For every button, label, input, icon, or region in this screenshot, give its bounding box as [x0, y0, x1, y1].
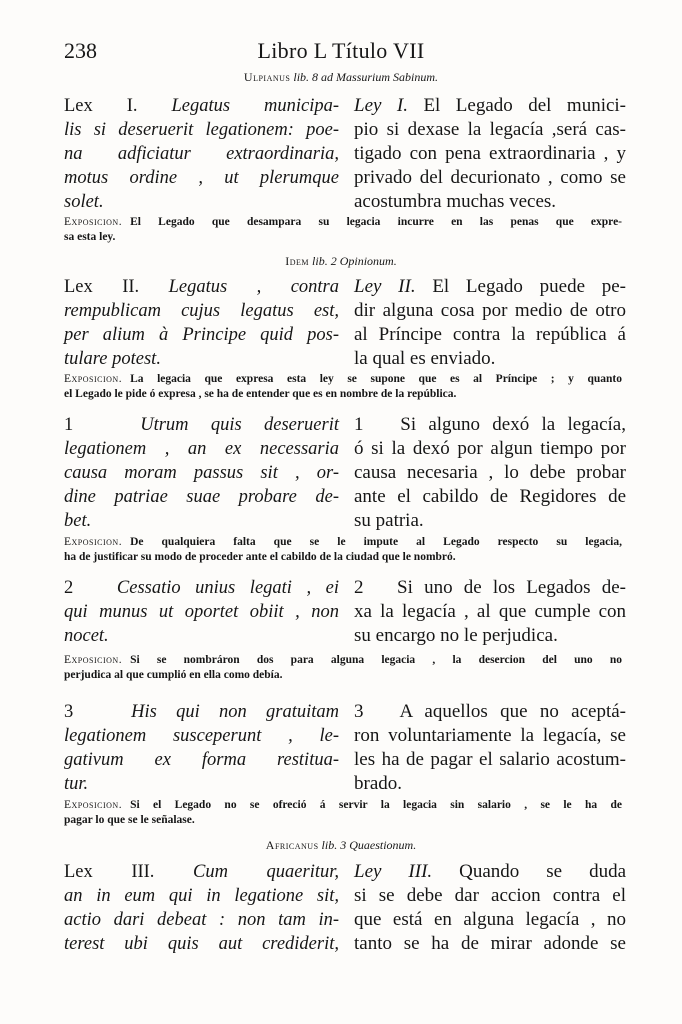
latin-line: Legatus , contra [168, 277, 340, 297]
exposicion-line: perjudica al que cumplió en ella como debía. [64, 669, 283, 681]
spanish-line: A aquellos que no aceptá- [399, 701, 627, 722]
exposicion-line: El Legado que desampara su legacia incurre en las penas que expre- [130, 216, 622, 228]
page-number: 238 [64, 38, 97, 63]
spanish-line: tanto se ha de mirar adonde se [354, 933, 626, 954]
paragraph-number: 3 [354, 701, 364, 722]
spanish-line: acostumbra muchas veces. [354, 191, 557, 212]
exposicion-label: Exposicion. [64, 216, 123, 228]
latin-line: Cum quaeritur, [193, 862, 339, 882]
paragraph-number: 1 [64, 415, 74, 435]
source-citation [60, 70, 622, 85]
spanish-line: brado. [354, 773, 403, 794]
latin-text [64, 94, 339, 214]
exposicion-line: sa esta ley. [64, 231, 116, 243]
source-citation [60, 254, 622, 269]
exposicion-note [64, 372, 622, 402]
spanish-line: la qual es enviado. [354, 348, 496, 369]
spanish-line: su patria. [354, 510, 424, 531]
spanish-line: ó si la dexó por algun tiempo por [354, 438, 626, 459]
exposicion-line: La legacia que expresa esta ley se supone que es al Príncipe ; y quanto [130, 373, 622, 385]
exposicion-line: De qualquiera falta que se le impute al Legado respecto su legacia, [130, 536, 622, 548]
law-label: Ley II. [354, 276, 416, 297]
spanish-line: privado del decurionato , como se [354, 167, 626, 188]
latin-line: legationem susceperunt , le- [64, 726, 339, 746]
source-work: lib. 8 ad Massurium Sabinum. [293, 70, 439, 84]
latin-line: causa moram passus sit , or- [64, 463, 339, 483]
spanish-line: dir alguna cosa por medio de otro [354, 300, 626, 321]
paragraph-number: 2 [64, 578, 74, 598]
exposicion-line: Si el Legado no se ofreció á servir la legacia sin salario , se le ha de [130, 799, 622, 811]
latin-text [64, 413, 339, 533]
spanish-line: El Legado puede pe- [432, 276, 626, 297]
exposicion-line: Si se nombráron dos para alguna legacia , la desercion del uno no [130, 654, 622, 666]
spanish-text [354, 700, 626, 796]
spanish-line: tigado con pena extraordinaria , y [354, 143, 626, 164]
latin-line: terest ubi quis aut crediderit, [64, 934, 339, 954]
exposicion-label: Exposicion. [64, 373, 123, 385]
source-work: lib. 2 Opinionum. [312, 254, 397, 268]
source-author: Ulpianus [243, 70, 291, 84]
spanish-line: ron voluntariamente la legacía, se [354, 725, 626, 746]
latin-line: actio dari debeat : non tam in- [64, 910, 339, 930]
spanish-line: pio si dexase la legacía ,será cas- [354, 119, 626, 140]
law-label: Lex I. [64, 96, 138, 116]
latin-line: motus ordine , ut plerumque [64, 168, 339, 188]
latin-line: dine patriae suae probare de- [64, 487, 339, 507]
spanish-text [354, 94, 626, 214]
latin-line: lis si deseruerit legationem: poe- [64, 120, 339, 140]
exposicion-label: Exposicion. [64, 654, 123, 666]
exposicion-label: Exposicion. [64, 536, 123, 548]
spanish-line: Si alguno dexó la legacía, [400, 414, 626, 435]
spanish-text [354, 275, 626, 371]
spanish-line: que está en alguna legacía , no [354, 909, 626, 930]
latin-line: Legatus municipa- [171, 96, 339, 116]
source-citation [60, 838, 622, 853]
spanish-line: si se debe dar accion contra el [354, 885, 626, 906]
spanish-line: les ha de pagar el salario acostum- [354, 749, 626, 770]
latin-line: na adficiatur extraordinaria, [64, 144, 339, 164]
spanish-line: al Príncipe contra la república á [354, 324, 626, 345]
source-author: Idem [285, 254, 310, 268]
exposicion-line: el Legado le pide ó expresa , se ha de entender que es en nombre de la república. [64, 388, 457, 400]
latin-line: legationem , an ex necessaria [64, 439, 339, 459]
source-work: lib. 3 Quaestionum. [321, 838, 417, 852]
exposicion-note [64, 535, 622, 565]
latin-line: tulare potest. [64, 349, 161, 369]
spanish-line: Si uno de los Legados de- [397, 577, 627, 598]
spanish-line: su encargo no le perjudica. [354, 625, 558, 646]
latin-text [64, 275, 339, 371]
exposicion-line: ha de justificar su modo de proceder ante el cabildo de la ciudad que le nombró. [64, 551, 456, 563]
latin-line: qui munus ut oportet obiit , non [64, 602, 339, 622]
spanish-text [354, 413, 626, 533]
latin-line: His qui non gratuitam [131, 702, 339, 722]
spanish-line: El Legado del munici- [423, 95, 627, 116]
exposicion-note [64, 653, 622, 683]
latin-line: gativum ex forma restitua- [64, 750, 339, 770]
page-header [64, 38, 618, 68]
latin-text [64, 700, 339, 796]
spanish-line: ante el cabildo de Regidores de [354, 486, 626, 507]
latin-line: Utrum quis deseruerit [140, 415, 339, 435]
exposicion-line: pagar lo que se le señalase. [64, 814, 195, 826]
latin-line: solet. [64, 192, 104, 212]
exposicion-note [64, 798, 622, 828]
law-label: Lex III. [64, 862, 155, 882]
latin-line: per alium à Principe quid pos- [64, 325, 339, 345]
spanish-line: causa necesaria , lo debe probar [354, 462, 626, 483]
spanish-line: xa la legacía , al que cumple con [354, 601, 626, 622]
exposicion-note [64, 215, 622, 245]
latin-line: an in eum qui in legatione sit, [64, 886, 339, 906]
paragraph-number: 2 [354, 577, 364, 598]
latin-line: tur. [64, 774, 89, 794]
source-author: Africanus [265, 838, 319, 852]
latin-line: bet. [64, 511, 92, 531]
latin-text [64, 576, 339, 648]
latin-line: Cessatio unius legati , ei [116, 578, 339, 598]
latin-text [64, 860, 339, 956]
latin-line: rempublicam cujus legatus est, [64, 301, 339, 321]
law-label: Ley III. [354, 861, 433, 882]
spanish-text [354, 576, 626, 648]
paragraph-number: 1 [354, 414, 364, 435]
law-label: Lex II. [64, 277, 140, 297]
exposicion-label: Exposicion. [64, 799, 123, 811]
paragraph-number: 3 [64, 702, 74, 722]
law-label: Ley I. [354, 95, 408, 116]
latin-line: nocet. [64, 626, 109, 646]
spanish-text [354, 860, 626, 956]
spanish-line: Quando se duda [459, 861, 627, 882]
running-title: Libro L Título VII [257, 38, 425, 63]
